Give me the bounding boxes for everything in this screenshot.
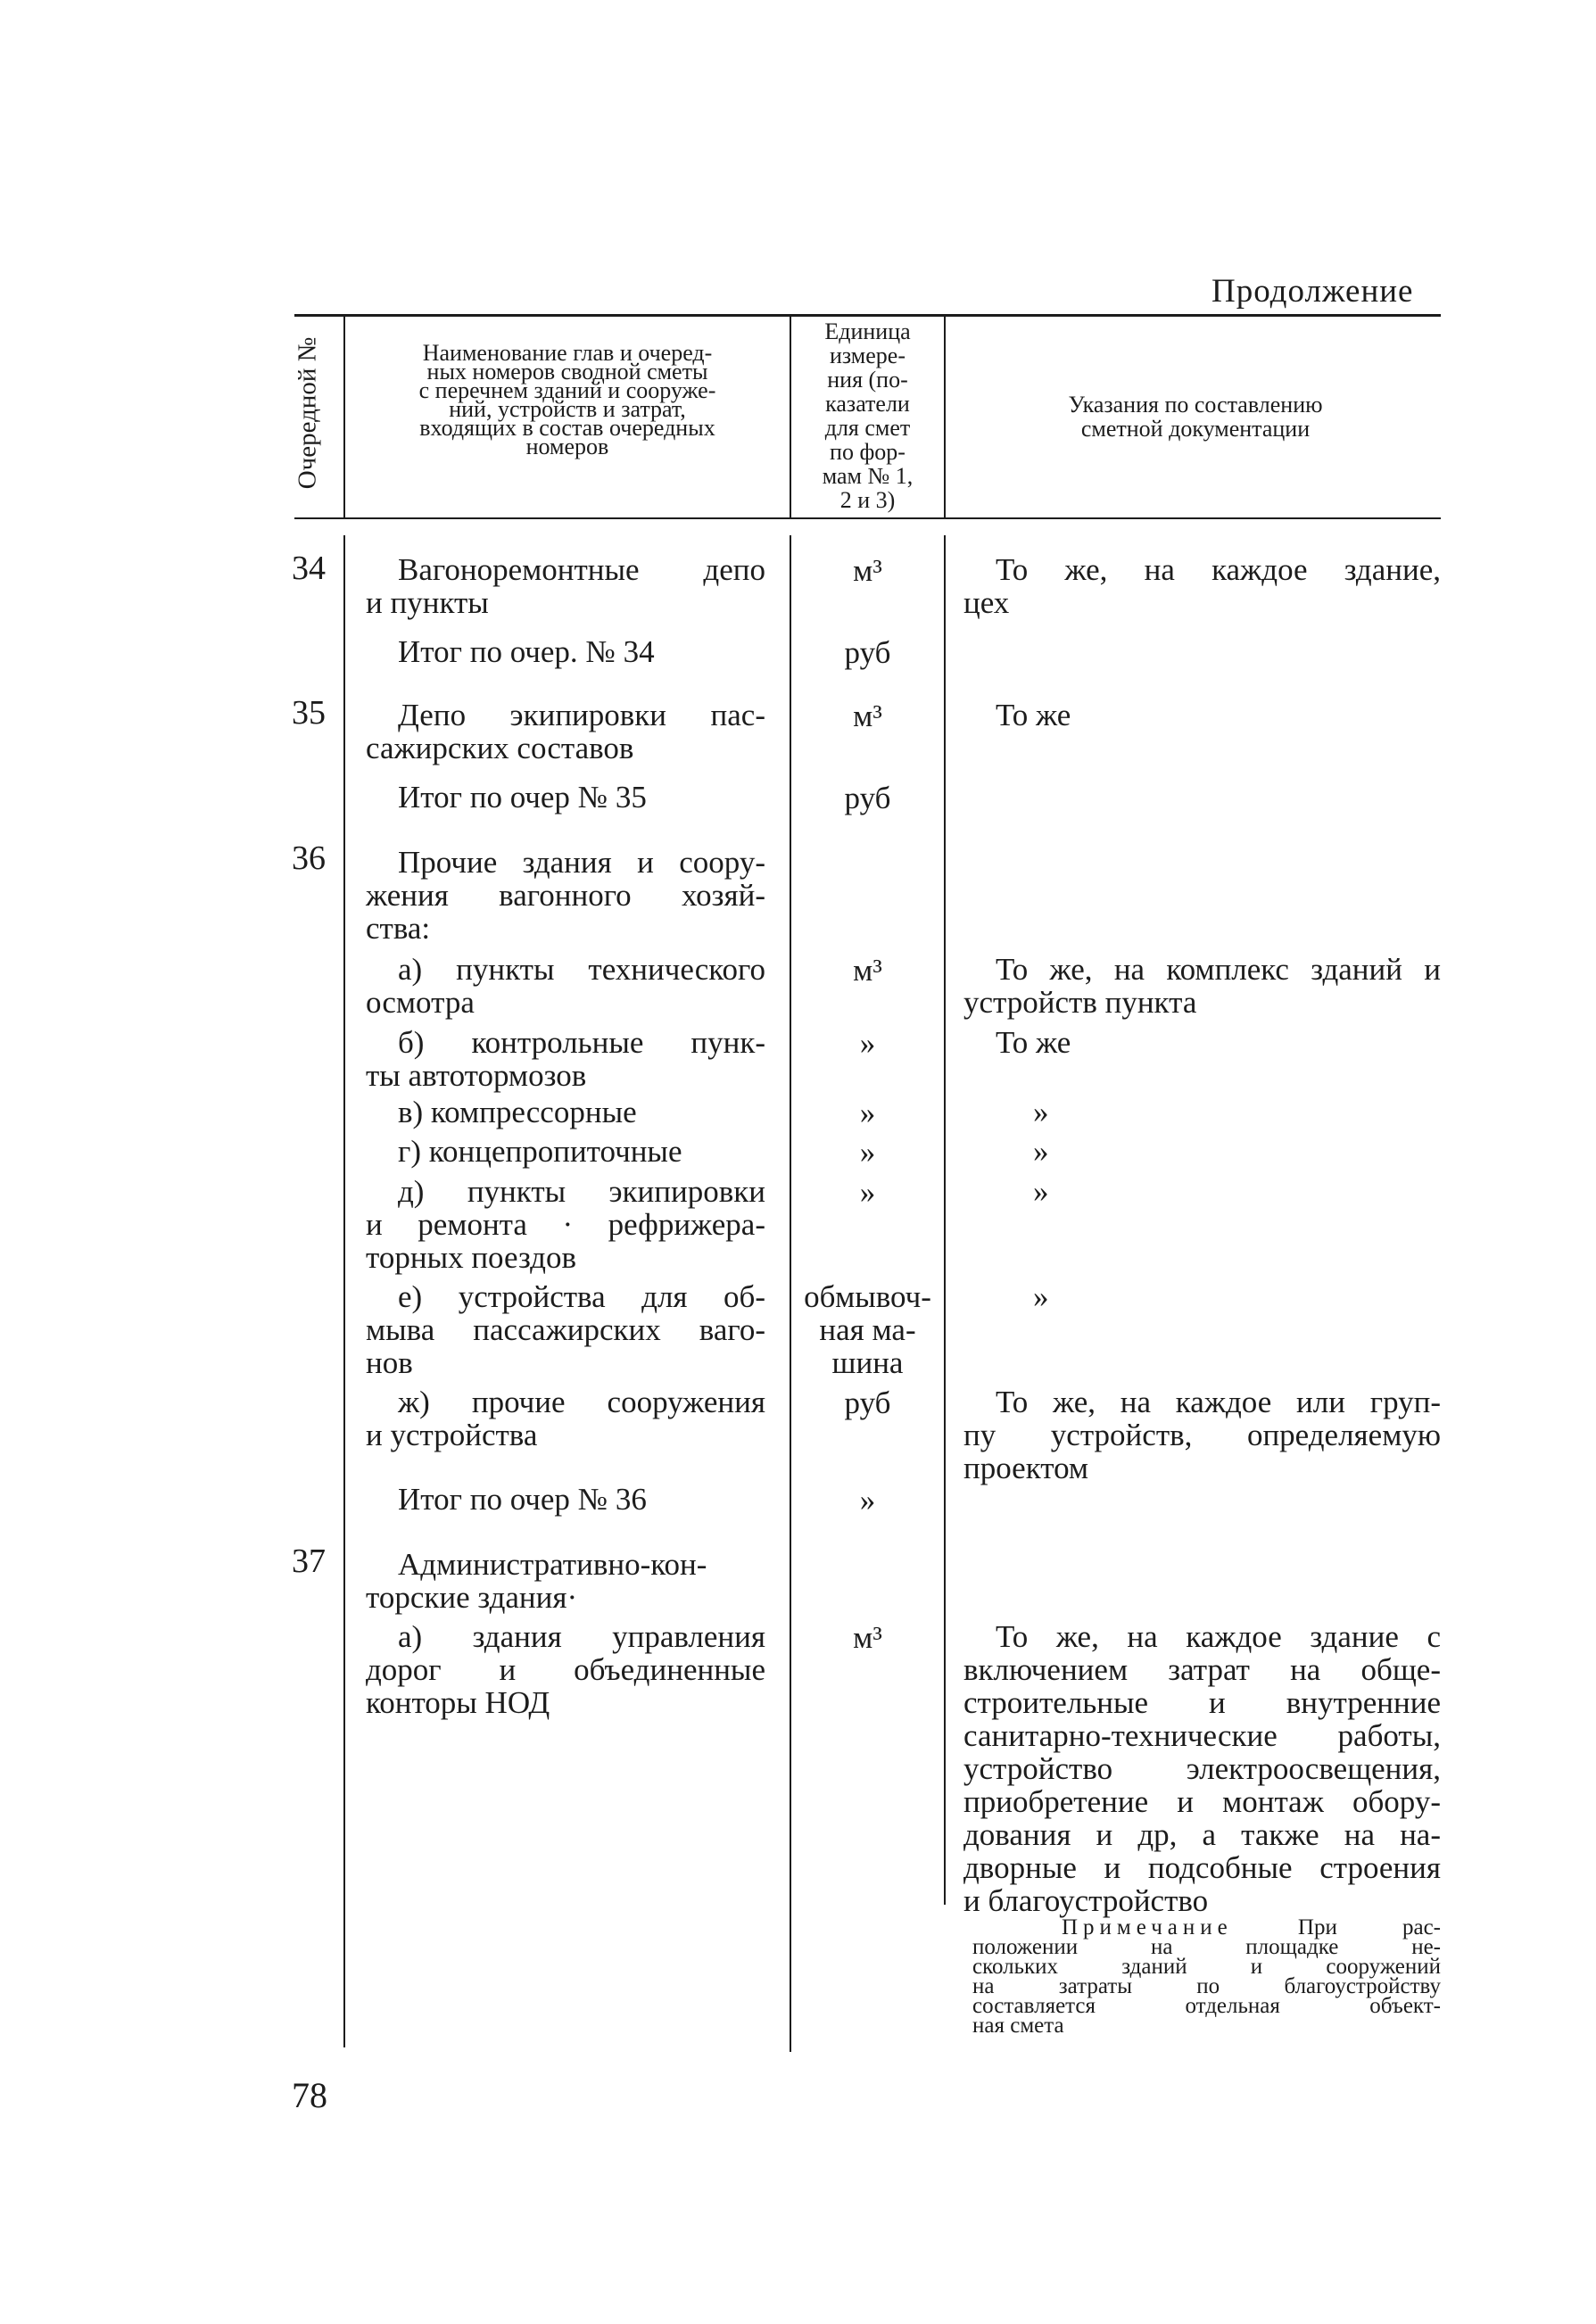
row-36f-unit: обмывоч- ная ма- шина: [804, 1279, 931, 1380]
body-divider-2: [790, 535, 791, 2052]
body-divider-1: [343, 535, 345, 2047]
row-36e-instructions: »: [1033, 1174, 1049, 1209]
note-label: Примечание: [1062, 1915, 1233, 1939]
row-36a-unit: м³: [853, 953, 882, 988]
row-36b-name: б) контрольные пунк- ты автотормозов: [366, 1025, 765, 1093]
continuation-label: Продолжение: [1211, 273, 1414, 310]
header-number: Очередной №: [293, 336, 322, 489]
row-36g-instructions: То же, на каждое или груп- пу устройств, определяемую проектом: [963, 1385, 1441, 1485]
row-34-instructions: То же, на каждое здание, цех: [963, 552, 1441, 620]
header-unit: Единица измере- ния (по- казатели для смет по фор- мам № 1, 2 и 3): [822, 318, 914, 513]
body-divider-3: [944, 535, 946, 1905]
row-37a-unit: м³: [853, 1620, 882, 1655]
row-34-unit: м³: [853, 553, 882, 588]
row-36c-name: в) компрессорные: [398, 1095, 637, 1129]
row-36d-unit: »: [859, 1135, 876, 1170]
table-top-rule: [294, 314, 1441, 317]
header-name: Наименование глав и очеред- ных номеров сводной сметы с перечнем зданий и сооруже- ний, устройств и затрат, входящих в состав очередных номеров: [418, 340, 716, 459]
row-34-name: Вагоноремонтные депо и пункты: [366, 552, 765, 620]
row-36f-name: е) устройства для об- мыва пассажирских ваго- нов: [366, 1279, 765, 1380]
row-36d-name: г) концепропиточные: [398, 1134, 682, 1169]
header-instructions: Указания по составлению сметной документации: [1068, 392, 1323, 442]
row-36a-instructions: То же, на комплекс зданий и устройств пункта: [963, 952, 1441, 1020]
page-number: 78: [292, 2075, 327, 2115]
row-35-total: Итог по очер № 35: [398, 780, 647, 815]
note: Примечание При рас- положении на площадке не- скольких зданий и сооружений на затраты по благоустройству составляется отдельная объект- ная смета: [972, 1915, 1441, 2038]
row-number-36: 36: [292, 839, 326, 877]
row-36e-name: д) пункты экипировки и ремонта · рефрижера- торных поездов: [366, 1174, 765, 1275]
row-35-total-unit: руб: [844, 781, 891, 815]
row-number-34: 34: [292, 550, 326, 587]
row-37a-name: а) здания управления дорог и объединенные конторы НОД: [366, 1619, 765, 1720]
header-divider-3: [944, 317, 946, 517]
row-36b-instructions: То же: [996, 1025, 1071, 1060]
row-35-unit: м³: [853, 699, 882, 733]
row-36-total: Итог по очер № 36: [398, 1482, 647, 1517]
header-divider-1: [343, 317, 345, 517]
row-36-name: Прочие здания и соору- жения вагонного хозяй- ства:: [366, 845, 765, 946]
header-divider-2: [790, 317, 791, 517]
row-37a-instructions: То же, на каждое здание с включением затрат на обще- строительные и внутренние санитарно-технические работы, устройство электроосвещения, приобретение и монтаж обору- дования и др, а также на на- дворные и подсобные строения и благоустройство: [963, 1619, 1441, 1918]
row-34-total: Итог по очер. № 34: [398, 634, 655, 669]
row-36e-unit: »: [859, 1175, 876, 1210]
row-36c-instructions: »: [1033, 1095, 1049, 1129]
row-36g-name: ж) прочие сооружения и устройства: [366, 1385, 765, 1452]
row-37-name: Административно-кон- торские здания·: [366, 1547, 707, 1615]
row-36d-instructions: »: [1033, 1134, 1049, 1169]
header-bottom-rule: [294, 517, 1441, 519]
row-36a-name: а) пункты технического осмотра: [366, 952, 765, 1020]
row-34-total-unit: руб: [844, 635, 891, 670]
row-36b-unit: »: [859, 1026, 876, 1061]
row-number-37: 37: [292, 1542, 326, 1580]
row-35-name: Депо экипировки пас- сажирских составов: [366, 698, 765, 765]
row-36g-unit: руб: [844, 1385, 891, 1420]
row-36c-unit: »: [859, 1096, 876, 1130]
row-36f-instructions: »: [1033, 1279, 1049, 1314]
row-35-instructions: То же: [996, 698, 1071, 732]
row-36-total-unit: »: [859, 1483, 876, 1518]
row-number-35: 35: [292, 694, 326, 732]
